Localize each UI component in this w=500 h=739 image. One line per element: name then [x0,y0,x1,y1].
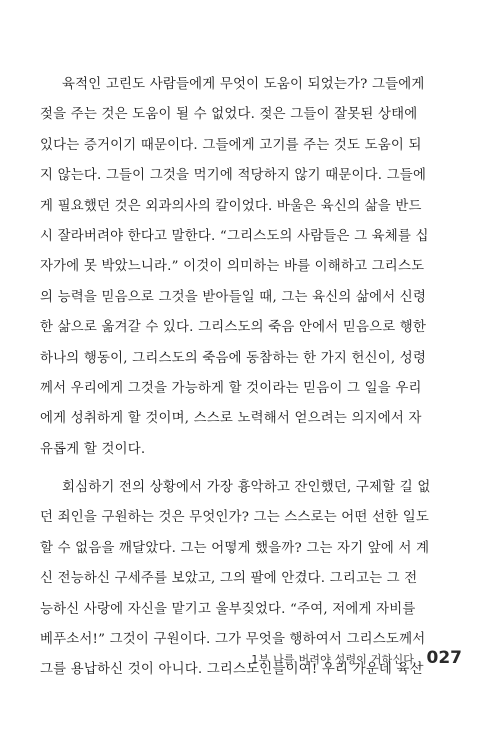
text-line: 시 잘라버려야 한다고 말한다. “그리스도의 사람들은 그 육체를 십 [40,228,429,244]
paragraph-1 [40,70,464,465]
text-line: 베푸소서!” 그것이 구원이다. 그가 무엇을 행하여서 그리스도께서 [40,632,426,648]
text-line: 하나의 행동이, 그리스도의 죽음에 동참하는 한 가지 헌신이, 성령 [40,350,427,366]
text-line: 에게 성취하게 할 것이며, 스스로 노력해서 얻으려는 의지에서 자 [40,411,422,427]
text-line: 그를 용납하신 것이 아니다. 그리스도인들이여! 우리 가운데 육신 [40,662,423,678]
text-line: 던 죄인을 구원하는 것은 무엇인가? 그는 스스로는 어떤 선한 일도 [40,510,430,526]
text-line: 신 전능하신 구세주를 보았고, 그의 팔에 안겼다. 그리고는 그 전 [40,571,418,587]
text-line: 께서 우리에게 그것을 가능하게 할 것이라는 믿음이 그 일을 우리 [40,380,422,396]
page-number: 027 [426,648,462,668]
text-line: 할 수 없음을 깨달았다. 그는 어떻게 했을까? 그는 자기 앞에 서 계 [40,540,430,556]
paragraph-spacer [40,465,464,473]
body-text [40,70,464,686]
text-line: 능하신 사랑에 자신을 맡기고 울부짖었다. “주여, 저에게 자비를 [40,601,416,617]
text-line: 게 필요했던 것은 외과의사의 칼이었다. 바울은 육신의 삶을 반드 [40,198,422,214]
text-line: 젖을 주는 것은 도움이 될 수 없었다. 젖은 그들이 잘못된 상태에 [40,107,418,123]
text-line: 한 삶으로 옮겨갈 수 있다. 그리스도의 죽음 안에서 믿음으로 행한 [40,320,427,336]
text-line: 육적인 고린도 사람들에게 무엇이 도움이 되었는가? 그들에게 [62,77,425,92]
text-line: 지 않는다. 그들이 그것을 먹기에 적당하지 않기 때문이다. 그들에 [40,168,427,184]
text-line: 자가에 못 박았느니라.” 이것이 의미하는 바를 이해하고 그리스도 [40,259,425,275]
page-footer [251,648,462,670]
text-line: 회심하기 전의 상황에서 가장 흉악하고 잔인했던, 구제할 길 없 [62,480,431,496]
text-line: 의 능력을 믿음으로 그것을 받아들일 때, 그는 육신의 삶에서 신령 [40,289,427,305]
text-line: 유롭게 할 것이다. [40,441,146,457]
running-head: 1부 나를 버려야 성령이 거하신다 _ [251,653,424,666]
text-line: 있다는 증거이기 때문이다. 그들에게 고기를 주는 것도 도움이 되 [40,137,422,153]
